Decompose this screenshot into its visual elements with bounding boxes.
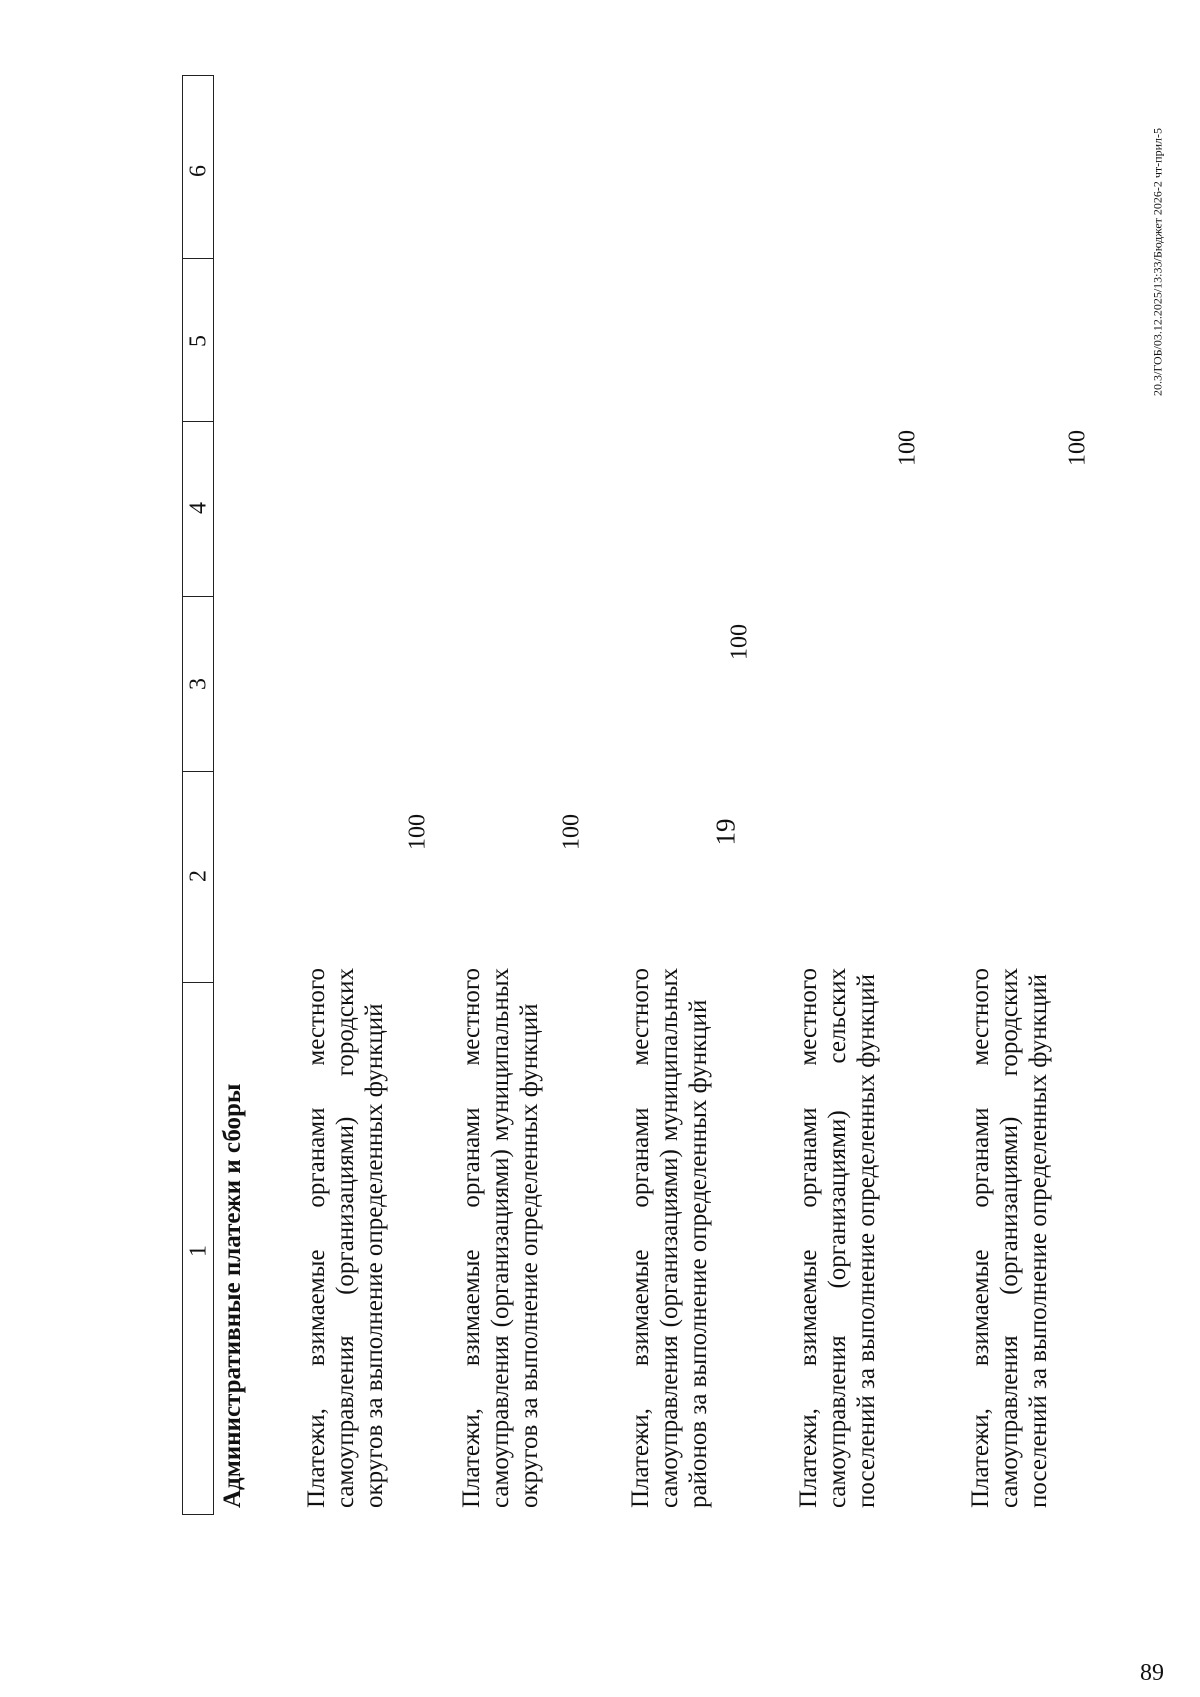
cell-value: 100: [726, 624, 753, 660]
header-col-1: 1: [185, 1245, 212, 1257]
row-description: Платежи, взимаемые органами местного самоуправления (организациями) сельских поселений за выполнение определенных функций: [795, 968, 880, 1508]
page-number: 19: [710, 818, 741, 846]
cell-value: 100: [558, 814, 585, 850]
row-description: Платежи, взимаемые органами местного самоуправления (организациями) городских округов за выполнение определенных функций: [303, 968, 388, 1508]
row-title: Административные платежи и сборы: [219, 1083, 246, 1508]
row-description: Платежи, взимаемые органами местного самоуправления (организациями) муниципальных районов за выполнение определенных функций: [627, 968, 712, 1508]
cell-value: 100: [894, 430, 921, 466]
cell-value: 100: [1064, 430, 1091, 466]
header-col-5: 5: [185, 335, 212, 347]
header-col-6: 6: [185, 165, 212, 177]
header-col-3: 3: [185, 678, 212, 690]
header-col-4: 4: [185, 502, 212, 514]
document-code: 20.3/ГОБ/03.12.2025/13:33/Бюджет 2026-2 чт-прил-5: [1150, 127, 1165, 397]
header-col-2: 2: [185, 870, 212, 882]
margin-page-number: 89: [1140, 1660, 1164, 1686]
row-description: Платежи, взимаемые органами местного самоуправления (организациями) городских поселений за выполнение определенных функций: [967, 968, 1052, 1508]
cell-value: 100: [404, 814, 431, 850]
row-description: Платежи, взимаемые органами местного самоуправления (организациями) муниципальных округов за выполнение определенных функций: [458, 968, 543, 1508]
table-header-row: [182, 75, 214, 1515]
